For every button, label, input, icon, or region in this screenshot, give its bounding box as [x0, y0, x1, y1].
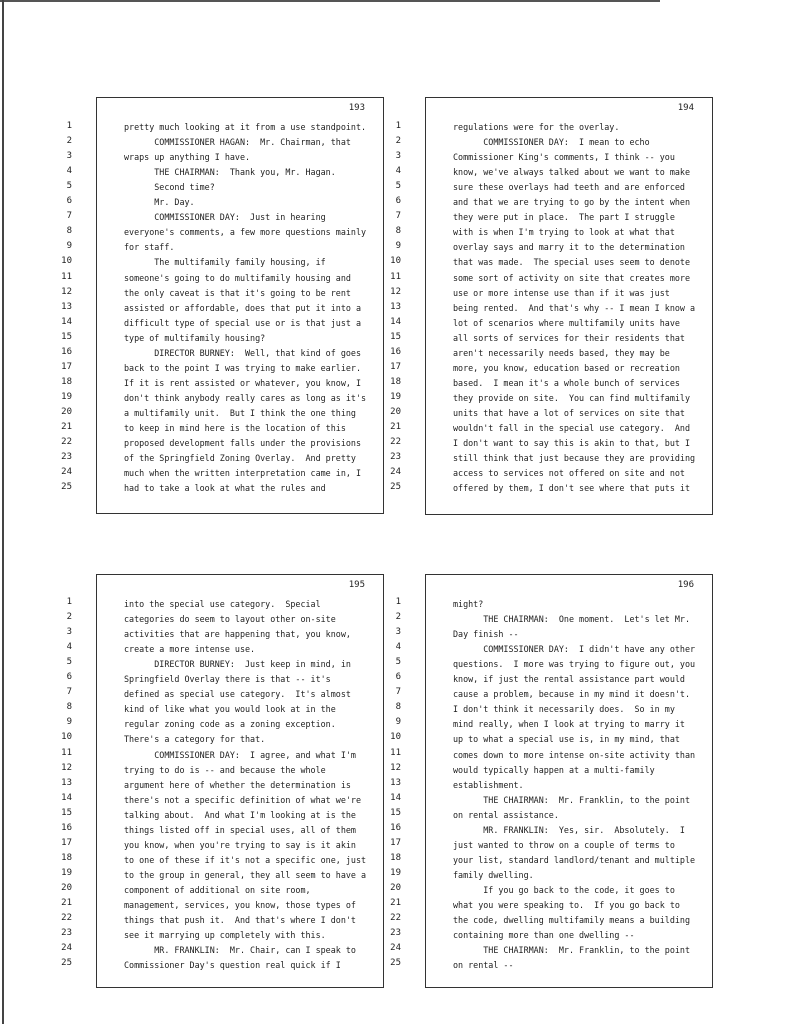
line-number: 5 [66, 657, 72, 668]
line-number: 14 [61, 316, 72, 327]
transcript-line: aren't necessarily needs based, they may be [453, 347, 670, 358]
transcript-line: still think that just because they are providing [453, 453, 696, 464]
line-number: 22 [390, 437, 401, 448]
line-number: 18 [61, 376, 72, 387]
line-number: 9 [395, 241, 401, 252]
line-number: 20 [61, 406, 72, 417]
transcript-line: might? [453, 599, 484, 609]
transcript-line: a multifamily unit. But I think the one thing [124, 407, 356, 418]
line-number: 10 [390, 256, 401, 267]
line-number: 12 [390, 286, 401, 297]
line-number: 17 [390, 837, 401, 848]
line-number: 7 [395, 687, 401, 698]
transcript-line: The multifamily family housing, if [124, 257, 326, 268]
transcript-line: talking about. And what I'm looking at is the [124, 809, 356, 820]
transcript-line: someone's going to do multifamily housing and [124, 272, 351, 283]
transcript-line: COMMISSIONER DAY: Just in hearing [124, 212, 326, 223]
transcript-line: into the special use category. Special [124, 599, 321, 609]
line-number: 7 [66, 687, 72, 698]
line-number: 24 [390, 943, 401, 954]
line-number: 13 [61, 301, 72, 312]
transcript-line: Day finish -- [453, 629, 519, 640]
transcript-line: just wanted to throw on a couple of terms to [453, 839, 675, 850]
transcript-line: COMMISSIONER DAY: I agree, and what I'm [124, 749, 356, 760]
transcript-line: more, you know, education based or recreation [453, 362, 680, 373]
line-number: 11 [61, 747, 72, 758]
transcript-line: units that have a lot of services on site that [453, 407, 685, 418]
transcript-line: they provide on site. You can find multifamily [453, 392, 690, 403]
transcript-line: COMMISSIONER HAGAN: Mr. Chairman, that [124, 137, 351, 148]
line-number: 12 [61, 286, 72, 297]
line-number: 20 [61, 882, 72, 893]
transcript-line: Springfield Overlay there is that -- it's [124, 674, 331, 685]
line-number: 1 [395, 121, 401, 131]
line-number: 9 [66, 717, 72, 728]
transcript-line: questions. I more was trying to figure out, you [453, 659, 696, 670]
transcript-line: they were put in place. The part I struggle [453, 212, 675, 223]
transcript-line: there's not a specific definition of what we're [124, 794, 361, 805]
transcript-line: activities that are happening that, you know, [124, 629, 351, 640]
line-number: 4 [395, 166, 401, 177]
line-number: 8 [66, 226, 72, 237]
transcript-line: If it is rent assisted or whatever, you know, I [124, 377, 361, 388]
page-number: 193 [348, 103, 365, 113]
transcript-line: had to take a look at what the rules and [124, 483, 326, 494]
transcript-line: MR. FRANKLIN: Mr. Chair, can I speak to [124, 945, 356, 956]
line-number: 18 [61, 852, 72, 863]
transcript-line: all sorts of services for their residents that [453, 332, 685, 343]
line-number: 6 [395, 672, 401, 683]
line-number: 19 [390, 867, 401, 878]
line-number: 13 [390, 301, 401, 312]
transcript-line: everyone's comments, a few more questions mainly [124, 227, 367, 238]
line-number: 16 [390, 346, 401, 357]
transcript-line: much when the written interpretation came in, I [124, 468, 361, 479]
line-number: 23 [61, 452, 72, 463]
line-number: 7 [66, 211, 72, 222]
transcript-line: mind really, when I look at trying to marry it [453, 719, 685, 730]
transcript-line: MR. FRANKLIN: Yes, sir. Absolutely. I [453, 824, 685, 835]
line-number: 16 [390, 822, 401, 833]
line-number: 10 [61, 732, 72, 743]
transcript-line: trying to do is -- and because the whole [124, 764, 326, 775]
transcript-line: on rental -- [453, 960, 514, 971]
transcript-line: the code, dwelling multifamily means a building [453, 915, 690, 926]
line-number: 11 [390, 747, 401, 758]
line-number: 24 [61, 467, 72, 478]
line-number: 7 [395, 211, 401, 222]
line-number: 6 [66, 672, 72, 683]
scan-edge-left [2, 0, 4, 1024]
line-number: 8 [66, 702, 72, 713]
transcript-line: to the group in general, they all seem to have a [124, 869, 367, 880]
transcript-line: argument here of whether the determination is [124, 779, 351, 790]
line-number: 15 [390, 807, 401, 818]
transcript-line: of the Springfield Zoning Overlay. And pretty [124, 453, 356, 464]
transcript-line: things that push it. And that's where I don't [124, 915, 356, 926]
transcript-line: cause a problem, because in my mind it doesn't. [453, 689, 690, 700]
transcript-line: know, we've always talked about we want to make [453, 167, 690, 178]
line-number: 10 [390, 732, 401, 743]
line-number: 24 [61, 943, 72, 954]
page-number: 196 [677, 580, 694, 590]
line-number: 22 [61, 913, 72, 924]
line-number: 12 [390, 762, 401, 773]
line-number: 25 [390, 482, 401, 493]
line-number: 17 [61, 361, 72, 372]
transcript-page-196 [425, 574, 713, 988]
transcript-line: pretty much looking at it from a use standpoint. [124, 122, 367, 132]
transcript-line: based. I mean it's a whole bunch of services [453, 377, 680, 388]
transcript-line: establishment. [453, 779, 524, 790]
transcript-line: don't think anybody really cares as long as it's [124, 392, 367, 403]
transcript-line: regulations were for the overlay. [453, 122, 620, 132]
line-number: 1 [395, 597, 401, 607]
line-number: 3 [66, 627, 72, 638]
transcript-line: DIRECTOR BURNEY: Just keep in mind, in [124, 659, 351, 670]
transcript-line: containing more than one dwelling -- [453, 930, 635, 941]
transcript-line: Mr. Day. [124, 197, 195, 208]
line-number: 24 [390, 467, 401, 478]
line-number: 21 [390, 898, 401, 908]
line-number: 12 [61, 762, 72, 773]
line-number: 21 [61, 898, 72, 908]
line-number: 23 [390, 928, 401, 939]
line-number: 14 [390, 316, 401, 327]
line-number: 3 [395, 151, 401, 162]
transcript-line: I don't think it necessarily does. So in my [453, 704, 675, 715]
transcript-line: component of additional on site room, [124, 884, 311, 895]
transcript-line: regular zoning code as a zoning exception. [124, 719, 336, 730]
transcript-line: family dwelling. [453, 869, 534, 880]
line-number: 2 [395, 612, 401, 623]
transcript-line: COMMISSIONER DAY: I mean to echo [453, 137, 650, 148]
transcript-line: see it marrying up completely with this. [124, 930, 326, 941]
transcript-page-194 [425, 97, 713, 515]
transcript-line: offered by them, I don't see where that puts it [453, 483, 690, 494]
transcript-line: proposed development falls under the provisions [124, 438, 361, 449]
line-number: 13 [390, 777, 401, 788]
line-number: 4 [66, 166, 72, 177]
transcript-line: THE CHAIRMAN: Thank you, Mr. Hagan. [124, 167, 336, 178]
line-number: 17 [61, 837, 72, 848]
line-number: 11 [61, 271, 72, 282]
line-number: 13 [61, 777, 72, 788]
transcript-line: the only caveat is that it's going to be rent [124, 287, 351, 298]
line-number: 8 [395, 702, 401, 713]
line-number: 3 [395, 627, 401, 638]
transcript-line: sure these overlays had teeth and are enforced [453, 182, 685, 193]
transcript-line: for staff. [124, 242, 175, 253]
line-number: 20 [390, 882, 401, 893]
line-number: 4 [395, 642, 401, 653]
line-number: 25 [61, 958, 72, 969]
line-number: 11 [390, 271, 401, 282]
line-number: 23 [61, 928, 72, 939]
transcript-line: There's a category for that. [124, 734, 266, 745]
transcript-line: what you were speaking to. If you go back to [453, 900, 680, 910]
transcript-line: know, if just the rental assistance part would [453, 674, 685, 685]
line-number: 2 [395, 136, 401, 147]
line-number: 9 [66, 241, 72, 252]
line-number: 22 [61, 437, 72, 448]
transcript-line: comes down to more intense on-site activity than [453, 749, 696, 760]
transcript-line: Commissioner King's comments, I think -- you [453, 152, 675, 163]
line-number: 23 [390, 452, 401, 463]
transcript-page-193 [96, 97, 384, 514]
transcript-line: up to what a special use is, in my mind, that [453, 734, 680, 745]
transcript-line: back to the point I was trying to make earlier. [124, 362, 361, 373]
line-number: 2 [66, 612, 72, 623]
transcript-line: lot of scenarios where multifamily units have [453, 317, 680, 328]
transcript-line: your list, standard landlord/tenant and multiple [453, 854, 696, 865]
transcript-line: you know, when you're trying to say is it akin [124, 839, 356, 850]
transcript-line: on rental assistance. [453, 809, 559, 820]
transcript-line: being rented. And that's why -- I mean I know a [453, 302, 696, 313]
transcript-line: Commissioner Day's question real quick if I [124, 960, 341, 971]
line-number: 15 [61, 331, 72, 342]
line-number: 16 [61, 346, 72, 357]
scan-edge-top [0, 0, 660, 2]
transcript-line: COMMISSIONER DAY: I didn't have any other [453, 644, 696, 655]
line-number: 1 [66, 597, 72, 607]
transcript-line: If you go back to the code, it goes to [453, 884, 675, 895]
transcript-line: things listed off in special uses, all of them [124, 824, 356, 835]
line-number: 20 [390, 406, 401, 417]
line-number: 22 [390, 913, 401, 924]
transcript-line: to one of these if it's not a specific one, just [124, 854, 367, 865]
line-number: 16 [61, 822, 72, 833]
line-number: 8 [395, 226, 401, 237]
line-number: 25 [61, 482, 72, 493]
transcript-line: to keep in mind here is the location of this [124, 423, 346, 433]
line-number: 19 [61, 867, 72, 878]
transcript-line: assisted or affordable, does that put it into a [124, 302, 361, 313]
transcript-line: kind of like what you would look at in the [124, 704, 336, 715]
transcript-page-195 [96, 574, 384, 988]
line-number: 10 [61, 256, 72, 267]
line-number: 15 [390, 331, 401, 342]
line-number: 2 [66, 136, 72, 147]
transcript-line: would typically happen at a multi-family [453, 764, 655, 775]
page-number: 195 [348, 580, 365, 590]
transcript-line: wraps up anything I have. [124, 152, 251, 163]
transcript-line: with is when I'm trying to look at what that [453, 227, 675, 238]
line-number: 5 [395, 657, 401, 668]
transcript-line: wouldn't fall in the special use category. And [453, 423, 690, 433]
line-number: 4 [66, 642, 72, 653]
transcript-line: use or more intense use than if it was just [453, 287, 670, 298]
transcript-line: overlay says and marry it to the determination [453, 242, 685, 253]
transcript-line: that was made. The special uses seem to denote [453, 257, 690, 268]
line-number: 6 [66, 196, 72, 207]
transcript-line: difficult type of special use or is that just a [124, 317, 361, 328]
line-number: 21 [390, 422, 401, 432]
line-number: 14 [61, 792, 72, 803]
line-number: 21 [61, 422, 72, 432]
transcript-line: Second time? [124, 182, 215, 193]
line-number: 19 [61, 391, 72, 402]
transcript-line: create a more intense use. [124, 644, 256, 655]
transcript-line: access to services not offered on site and not [453, 468, 685, 479]
line-number: 18 [390, 376, 401, 387]
transcript-line: and that we are trying to go by the intent when [453, 197, 690, 208]
line-number: 14 [390, 792, 401, 803]
transcript-line: THE CHAIRMAN: One moment. Let's let Mr. [453, 614, 690, 625]
transcript-line: management, services, you know, those types of [124, 900, 356, 910]
transcript-line: some sort of activity on site that creates more [453, 272, 690, 283]
line-number: 18 [390, 852, 401, 863]
line-number: 17 [390, 361, 401, 372]
line-number: 15 [61, 807, 72, 818]
line-number: 9 [395, 717, 401, 728]
transcript-line: I don't want to say this is akin to that, but I [453, 438, 690, 449]
transcript-line: categories do seem to layout other on-site [124, 614, 336, 625]
line-number: 19 [390, 391, 401, 402]
line-number: 5 [66, 181, 72, 192]
transcript-line: THE CHAIRMAN: Mr. Franklin, to the point [453, 945, 690, 956]
page-number: 194 [677, 103, 694, 113]
line-number: 6 [395, 196, 401, 207]
line-number: 1 [66, 121, 72, 131]
line-number: 25 [390, 958, 401, 969]
transcript-line: type of multifamily housing? [124, 332, 266, 343]
transcript-line: DIRECTOR BURNEY: Well, that kind of goes [124, 347, 361, 358]
line-number: 3 [66, 151, 72, 162]
transcript-line: defined as special use category. It's almost [124, 689, 351, 700]
transcript-line: THE CHAIRMAN: Mr. Franklin, to the point [453, 794, 690, 805]
line-number: 5 [395, 181, 401, 192]
